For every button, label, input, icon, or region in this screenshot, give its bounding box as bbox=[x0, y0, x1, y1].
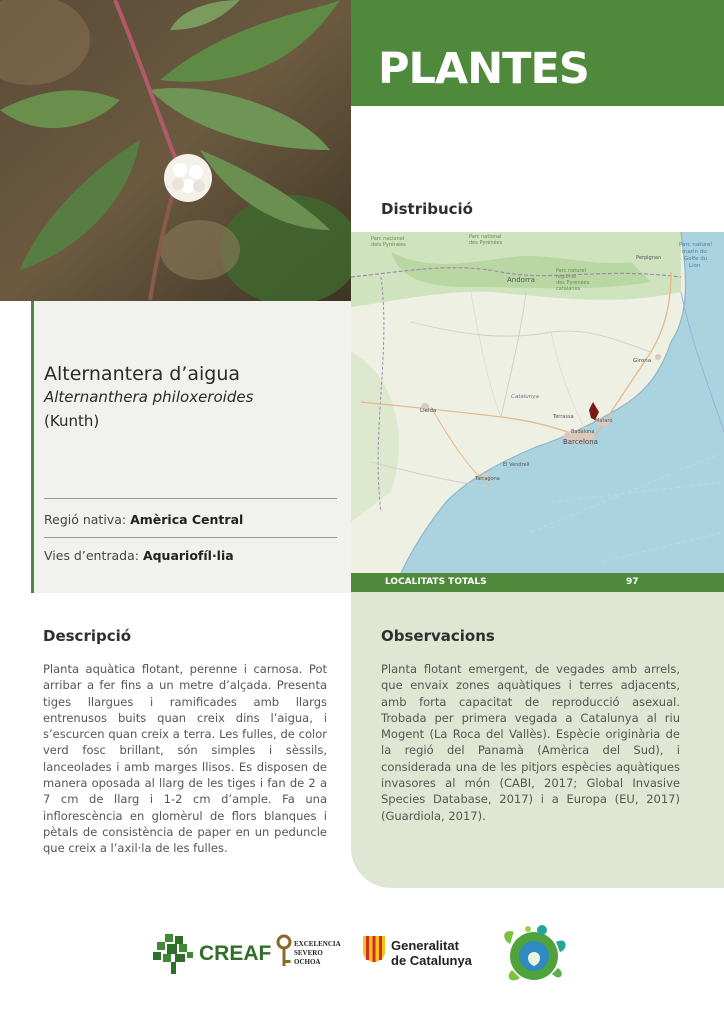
description-heading: Descripció bbox=[43, 627, 132, 645]
map-label: Mataró bbox=[595, 418, 613, 424]
map-label: catalanes bbox=[556, 286, 581, 292]
map-label: Lion bbox=[689, 263, 701, 269]
severo-ochoa-logo bbox=[276, 934, 341, 974]
localities-bar bbox=[351, 573, 724, 592]
creaf-tree-icon bbox=[153, 934, 195, 974]
entry-route-row bbox=[44, 548, 234, 563]
map-label: Golfe du bbox=[684, 256, 708, 262]
scientific-name: Alternanthera philoxeroides bbox=[44, 388, 254, 406]
species-photo-image bbox=[0, 0, 351, 301]
distribution-heading: Distribució bbox=[381, 200, 473, 218]
description-text: Planta aquàtica flotant, perenne i carnosa. Pot arribar a fer fins a un metre d’alçada. Presenta tiges llargues i ramificades amb llargs entrenusos buits quan creix dins l’aigua, i s’escurcen quan creix a terra. Les fulles, de color verd fosc brillant, són simples i sèssils, lanceolades i amb marges llisos. Es disposen de manera oposada al llarg de les tiges i fan de 2 a 7 cm de llarg i 1-2 cm d’ample. Fa una inflorescència en glomèrul de flors blanques i pètals de consistència de paper en un peduncle que creix a l’axil·la de les fulles. bbox=[43, 662, 327, 856]
map-label: Lleida bbox=[420, 408, 437, 414]
divider bbox=[44, 537, 337, 538]
map-label: Tarragona bbox=[475, 476, 500, 482]
map-label: marin du bbox=[682, 249, 707, 255]
map-label: Parc naturel bbox=[556, 268, 586, 274]
map-label: régional bbox=[556, 274, 577, 280]
localities-value: 97 bbox=[626, 577, 639, 587]
map-label: dels Pyrénées bbox=[371, 242, 406, 248]
map-label: Catalunya bbox=[511, 394, 539, 400]
map-label: Perpignan bbox=[636, 255, 662, 261]
species-photo bbox=[0, 0, 351, 301]
map-label: des Pyrénées bbox=[556, 280, 590, 286]
generalitat-logo bbox=[363, 936, 472, 968]
map-graphic bbox=[351, 232, 724, 573]
severo-line2: SEVERO bbox=[294, 949, 323, 957]
native-region-value: Amèrica Central bbox=[130, 512, 244, 527]
species-author: (Kunth) bbox=[44, 412, 100, 430]
map-label: El Vendrell bbox=[503, 462, 530, 468]
map-label: Parc nacional bbox=[371, 236, 405, 242]
species-card bbox=[31, 301, 351, 593]
map-label: Parc naturel bbox=[679, 242, 712, 248]
generalitat-line1: Generalitat bbox=[391, 938, 459, 953]
distribution-map bbox=[351, 232, 724, 573]
generalitat-line2: de Catalunya bbox=[391, 953, 472, 968]
map-label: des Pyrénées bbox=[469, 240, 503, 246]
page-title: PLANTES bbox=[378, 44, 589, 94]
map-label: Parc national bbox=[469, 234, 502, 240]
common-name: Alternantera d’aigua bbox=[44, 363, 241, 385]
localities-label: LOCALITATS TOTALS bbox=[385, 577, 487, 587]
severo-line1: EXCELENCIA bbox=[294, 940, 341, 948]
observations-text: Planta flotant emergent, de vegades amb arrels, que envaix zones aquàtiques i terres adjacents, amb forta capacitat de reproducció asexual. Trobada per primera vegada a Catalunya al riu Mogent (La Roca del Vallès). Espècie originària de la regió del Panamà (Amèrica del Sud), i considerada una de les pitjors espècies aquàtiques invasores al món (CABI, 2017; Global Invasive Species Database, 2017) i a Europa (EU, 2017) (Guardiola, 2017). bbox=[381, 662, 680, 823]
biodiversity-icon bbox=[498, 924, 570, 986]
map-label: Badalona bbox=[571, 429, 595, 435]
biodiversity-logo bbox=[498, 924, 570, 990]
map-label: Barcelona bbox=[563, 438, 598, 446]
map-label: Girona bbox=[633, 358, 652, 364]
creaf-logo bbox=[153, 934, 272, 978]
creaf-text: CREAF bbox=[199, 942, 272, 965]
entry-route-value: Aquariofíl·lia bbox=[142, 548, 234, 563]
senyera-icon bbox=[363, 936, 385, 962]
footer-logos bbox=[0, 928, 724, 988]
severo-line3: OCHOA bbox=[294, 958, 321, 966]
native-region-label: Regió nativa: bbox=[44, 512, 127, 527]
entry-route-label: Vies d’entrada: bbox=[44, 548, 139, 563]
observations-heading: Observacions bbox=[381, 627, 495, 645]
map-label: Terrassa bbox=[553, 414, 574, 420]
map-label: Andorra bbox=[507, 276, 535, 284]
native-region-row bbox=[44, 512, 243, 527]
severo-ochoa-icon bbox=[276, 934, 292, 970]
divider bbox=[44, 498, 337, 499]
